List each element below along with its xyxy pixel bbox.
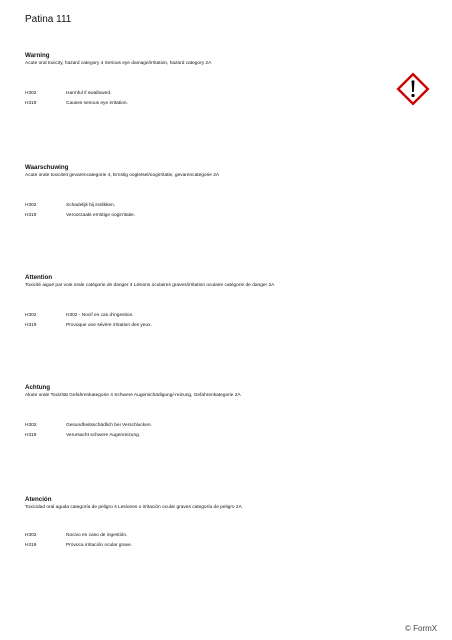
hazard-classification: Akute orale Toxizität Gefahrenkategorie 4 Schwere Augenschädigung/-reizung, Gefahrenkategorie 2A (25, 393, 241, 398)
hazard-section-fr (25, 274, 435, 328)
hazard-text: H302 - Nocif en cas d'ingestion. (66, 313, 134, 318)
signal-word: Achtung (25, 384, 51, 391)
exclamation-mark-icon (395, 71, 431, 107)
hazard-code: H302 (25, 203, 37, 208)
hazard-text: Harmful if swallowed. (66, 91, 112, 96)
signal-word: Warning (25, 52, 50, 59)
hazard-text: Causes serious eye irritation. (66, 101, 128, 106)
hazard-text: Verursacht schwere Augenreizung. (66, 433, 141, 438)
signal-word: Attention (25, 274, 53, 281)
hazard-section-es (25, 496, 435, 548)
hazard-code: H302 (25, 423, 37, 428)
hazard-code: H319 (25, 101, 37, 106)
document-title: Patina 111 (25, 14, 72, 25)
hazard-code: H302 (25, 91, 37, 96)
hazard-section-nl (25, 164, 435, 218)
hazard-code: H319 (25, 323, 37, 328)
hazard-code: H302 (25, 533, 37, 538)
hazard-classification: Acute orale toxiciteit gevarencategorie 4, Ernstig oogletsel/oogirritatie, gevarencategorie 2A (25, 173, 220, 178)
hazard-text: Veroorzaakt ernstige oogirritatie. (66, 213, 136, 218)
signal-word: Atención (25, 496, 52, 503)
signal-word: Waarschuwing (25, 164, 69, 171)
hazard-classification: Toxicité aiguë par voie orale catégorie de danger 4 Lésions oculaires graves/irritation oculaire catégorie de danger 2A (25, 283, 275, 288)
hazard-text: Provoca irritación ocular grave. (66, 543, 133, 548)
hazard-classification: Toxicidad oral aguda categoría de peligro 4 Lesiones o irritación ocular graves categoría de peligro 2A (25, 505, 242, 510)
hazard-code: H319 (25, 433, 37, 438)
hazard-section-en (25, 52, 435, 106)
hazard-code: H319 (25, 213, 37, 218)
hazard-text: Nocivo en caso de ingestión. (66, 533, 128, 538)
hazard-code: H302 (25, 313, 37, 318)
hazard-text: Gesundheitsschädlich bei Verschlucken. (66, 423, 152, 428)
hazard-code: H319 (25, 543, 37, 548)
hazard-text: Provoque une sévère irritation des yeux. (66, 323, 152, 328)
hazard-text: Schadelijk bij inslikken. (66, 203, 116, 208)
hazard-classification: Acute oral toxicity, hazard category 4 Serious eye damage/irritation, hazard category 2A (25, 61, 212, 66)
footer-brand: © FormX (405, 624, 438, 633)
hazard-section-de (25, 384, 435, 438)
